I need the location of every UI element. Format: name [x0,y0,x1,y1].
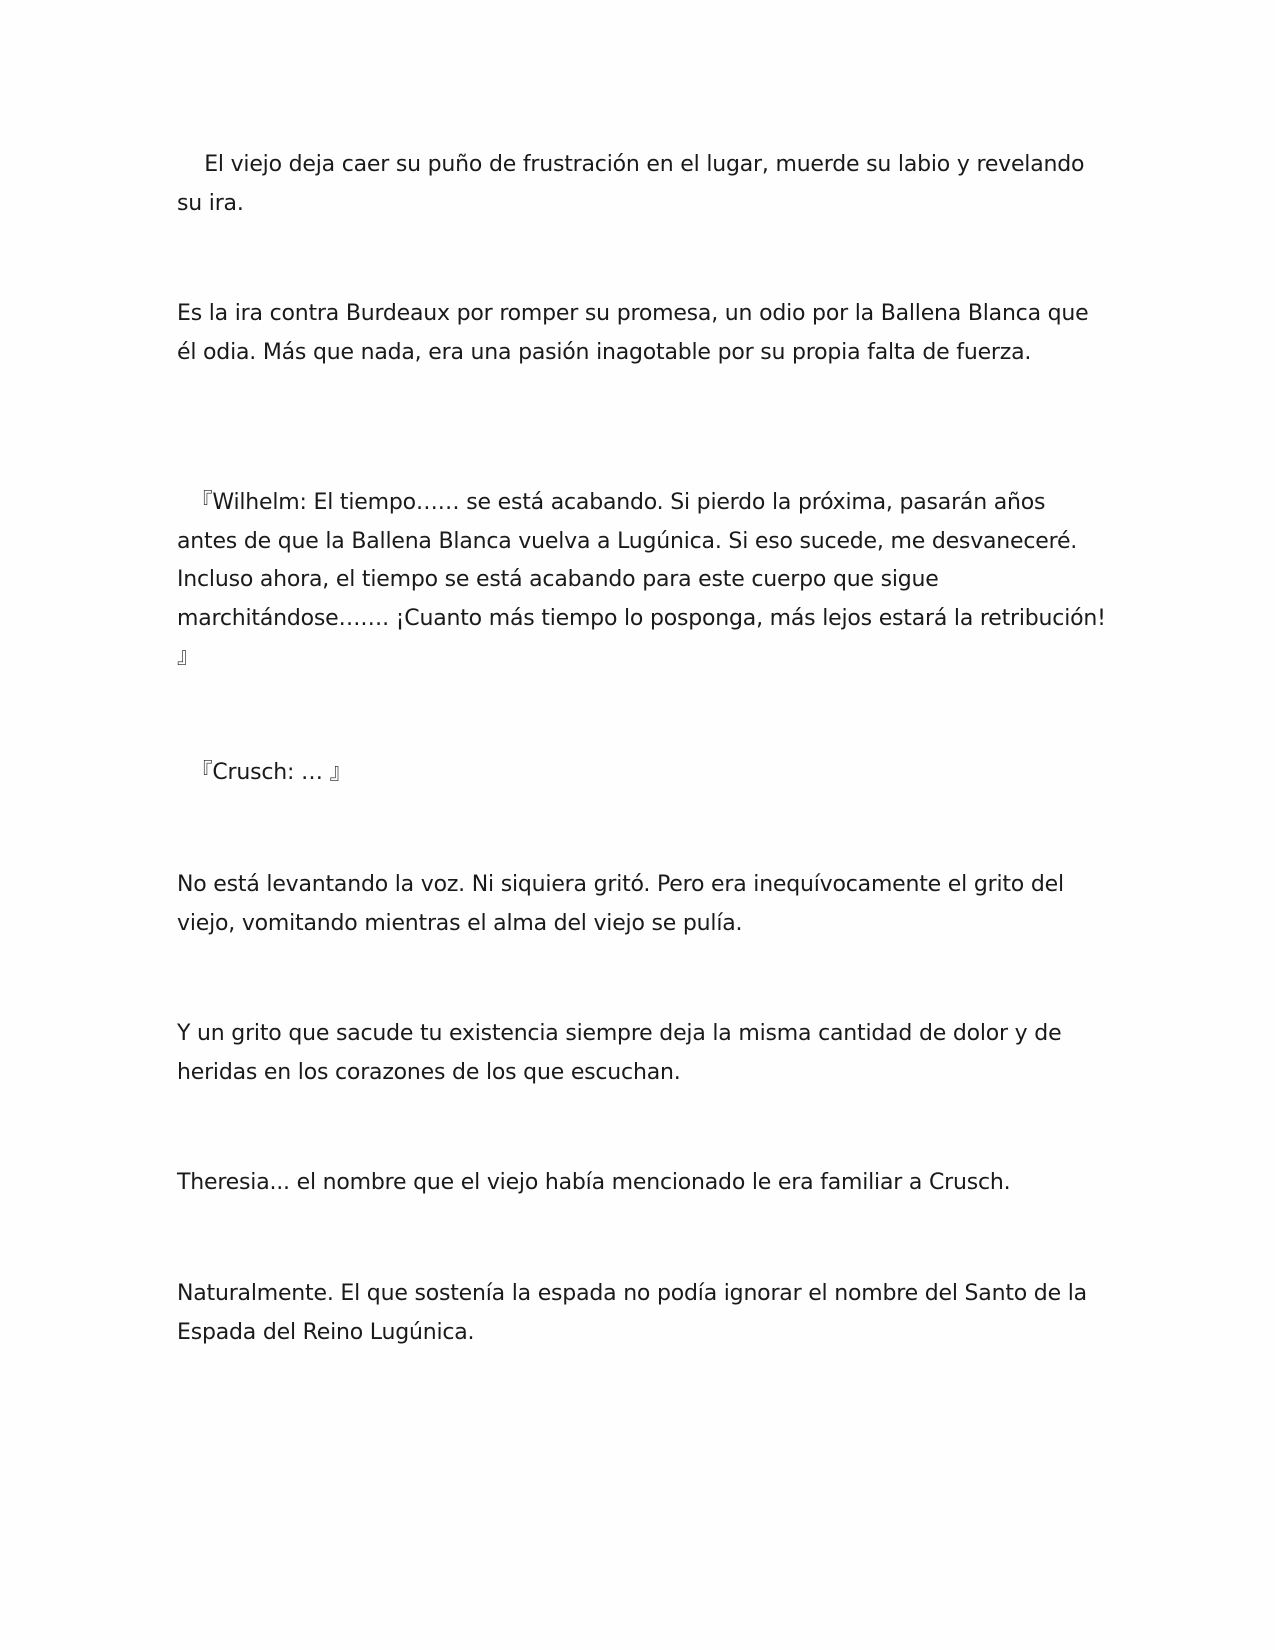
paragraph-6: Y un grito que sacude tu existencia siempre deja la misma cantidad de dolor y de heridas en los corazones de los que escuchan. [177,1021,1069,1085]
paragraph-1: El viejo deja caer su puño de frustración en el lugar, muerde su labio y revelando su ira. [177,152,1092,216]
paragraph-5: No está levantando la voz. Ni siquiera gritó. Pero era inequívocamente el grito del viejo, vomitando mientras el alma del viejo se pulía. [177,872,1071,936]
paragraph-7: Theresia... el nombre que el viejo había mencionado le era familiar a Crusch. [177,1170,1011,1195]
paragraph-wilhelm-dialogue: 『Wilhelm: El tiempo…… se está acabando. Si pierdo la próxima, pasarán años antes de que la Ballena Blanca vuelva a Lugúnica. Si eso sucede, me desvaneceré. Incluso ahora, el tiempo se está acabando para este cuerpo que sigue marchitándose……. ¡Cuanto más tiempo lo posponga, más lejos estará la retribución! 』 [177,490,1113,669]
paragraph-crusch-dialogue: 『Crusch: … 』 [177,760,352,785]
paragraph-2: Es la ira contra Burdeaux por romper su promesa, un odio por la Ballena Blanca que él odia. Más que nada, era una pasión inagotable por su propia falta de fuerza. [177,301,1096,365]
paragraph-8: Naturalmente. El que sostenía la espada no podía ignorar el nombre del Santo de la Espada del Reino Lugúnica. [177,1281,1094,1345]
